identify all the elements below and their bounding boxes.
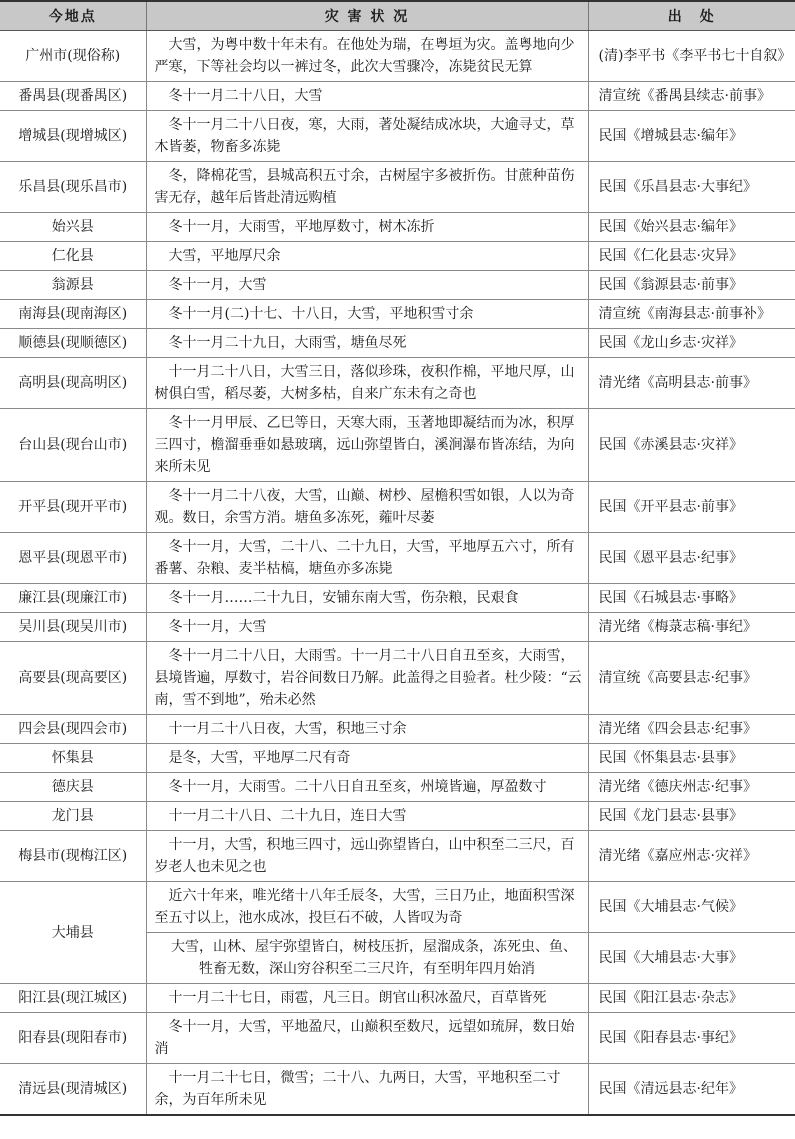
source-cell: 民国《阳江县志·杂志》: [588, 984, 795, 1013]
table-body: [0, 31, 795, 1116]
source-cell: 民国《乐昌县志·大事纪》: [588, 162, 795, 213]
place-cell: 开平县(现开平市): [0, 482, 146, 533]
place-cell: 广州市(现俗称): [0, 31, 146, 82]
disaster-cell: 十一月二十八日夜，大雪，积地三寸余: [146, 715, 588, 744]
place-cell: 四会县(现四会市): [0, 715, 146, 744]
source-cell: 清光绪《嘉应州志·灾祥》: [588, 831, 795, 882]
disaster-cell: 冬十一月，大雪，二十八、二十九日，大雪，平地厚五六寸，所有番薯、杂粮、麦半枯槁，塘鱼亦多冻毙: [146, 533, 588, 584]
place-cell: 高要县(现高要区): [0, 642, 146, 715]
disaster-cell: 冬十一月二十八夜，大雪，山巅、树杪、屋檐积雪如银，人以为奇观。数日，余雪方消。塘鱼多冻死，蕹叶尽萎: [146, 482, 588, 533]
header-disaster: 灾 害 状 况: [146, 1, 588, 31]
place-cell: 始兴县: [0, 213, 146, 242]
source-cell: 民国《大埔县志·大事》: [588, 933, 795, 984]
header-row: [0, 1, 795, 31]
place-cell: 番禺县(现番禺区): [0, 82, 146, 111]
source-cell: 民国《赤溪县志·灾祥》: [588, 409, 795, 482]
source-cell: 民国《增城县志·编年》: [588, 111, 795, 162]
table-row: [0, 162, 795, 213]
disaster-cell: 冬十一月，大雪，平地盈尺，山巅积至数尺，远望如琉屏，数日始消: [146, 1013, 588, 1064]
table-row: [0, 773, 795, 802]
disaster-cell: 冬十一月二十八日，大雨雪。十一月二十八日自丑至亥，大雨雪，县境皆遍，厚数寸，岩谷间数日乃解。此盖得之目验者。杜少陵：“云南，雪不到地”，殆未必然: [146, 642, 588, 715]
source-cell: 民国《始兴县志·编年》: [588, 213, 795, 242]
source-cell: 民国《清远县志·纪年》: [588, 1064, 795, 1116]
table-row: [0, 358, 795, 409]
table-row: [0, 31, 795, 82]
place-cell: 顺德县(现顺德区): [0, 329, 146, 358]
source-cell: 民国《阳春县志·事纪》: [588, 1013, 795, 1064]
disaster-cell: 十一月，大雪，积地三四寸，远山弥望皆白，山中积至二三尺，百岁老人也未见之也: [146, 831, 588, 882]
place-cell: 恩平县(现恩平市): [0, 533, 146, 584]
table-row: [0, 831, 795, 882]
disaster-cell: 是冬，大雪，平地厚二尺有奇: [146, 744, 588, 773]
disaster-cell: 冬十一月……二十九日，安铺东南大雪，伤杂粮，民艰食: [146, 584, 588, 613]
disaster-cell: 大雪，山林、屋宇弥望皆白，树枝压折，屋溜成条，冻死虫、鱼、牲畜无数，深山穷谷积至二三尺许，有至明年四月始消: [146, 933, 588, 984]
table-row: [0, 882, 795, 933]
source-cell: 民国《石城县志·事略》: [588, 584, 795, 613]
disaster-cell: 大雪，平地厚尺余: [146, 242, 588, 271]
table-row: [0, 584, 795, 613]
source-cell: 清宣统《番禺县续志·前事》: [588, 82, 795, 111]
table-row: [0, 271, 795, 300]
source-cell: (清)李平书《李平书七十自叙》: [588, 31, 795, 82]
table-row: [0, 744, 795, 773]
source-cell: 清光绪《四会县志·纪事》: [588, 715, 795, 744]
table-row: [0, 409, 795, 482]
table-row: [0, 111, 795, 162]
place-cell: 乐昌县(现乐昌市): [0, 162, 146, 213]
source-cell: 清宣统《高要县志·纪事》: [588, 642, 795, 715]
place-cell: 台山县(现台山市): [0, 409, 146, 482]
table-row: [0, 984, 795, 1013]
source-cell: 清光绪《梅菉志稿·事纪》: [588, 613, 795, 642]
disaster-cell: 冬十一月二十八日，大雪: [146, 82, 588, 111]
source-cell: 清光绪《德庆州志·纪事》: [588, 773, 795, 802]
disaster-cell: 十一月二十八日、二十九日，连日大雪: [146, 802, 588, 831]
place-cell: 吴川县(现吴川市): [0, 613, 146, 642]
place-cell: 龙门县: [0, 802, 146, 831]
table-row: [0, 482, 795, 533]
table-row: [0, 613, 795, 642]
table-row: [0, 213, 795, 242]
disaster-cell: 近六十年来，唯光绪十八年壬辰冬，大雪，三日乃止，地面积雪深至五寸以上，池水成冰，投巨石不破，人皆叹为奇: [146, 882, 588, 933]
source-cell: 民国《恩平县志·纪事》: [588, 533, 795, 584]
place-cell: 增城县(现增城区): [0, 111, 146, 162]
table-row: [0, 300, 795, 329]
source-cell: 民国《开平县志·前事》: [588, 482, 795, 533]
source-cell: 民国《龙山乡志·灾祥》: [588, 329, 795, 358]
disaster-cell: 十一月二十七日，雨雹，凡三日。朗官山积冰盈尺，百草皆死: [146, 984, 588, 1013]
disaster-cell: 冬十一月二十八日夜，寒，大雨，著处凝结成冰块，大逾寻丈，草木皆萎，物畜多冻毙: [146, 111, 588, 162]
table-row: [0, 329, 795, 358]
place-cell: 大埔县: [0, 882, 146, 984]
place-cell: 清远县(现清城区): [0, 1064, 146, 1116]
table-row: [0, 1064, 795, 1116]
disaster-cell: 冬十一月(二)十七、十八日，大雪，平地积雪寸余: [146, 300, 588, 329]
place-cell: 翁源县: [0, 271, 146, 300]
place-cell: 德庆县: [0, 773, 146, 802]
disaster-cell: 大雪，为粤中数十年未有。在他处为瑞，在粤垣为灾。盖粤地向少严寒，下等社会均以一裤过冬，此次大雪骤冷，冻毙贫民无算: [146, 31, 588, 82]
disaster-cell: 冬，降棉花雪，县城高积五寸余，古树屋宇多被折伤。甘蔗种苗伤害无存，越年后皆赴清远购植: [146, 162, 588, 213]
header-place: 今地点: [0, 1, 146, 31]
place-cell: 怀集县: [0, 744, 146, 773]
place-cell: 高明县(现高明区): [0, 358, 146, 409]
source-cell: 民国《怀集县志·县事》: [588, 744, 795, 773]
disaster-cell: 冬十一月甲辰、乙巳等日，天寒大雨，玉著地即凝结而为冰，积厚三四寸，檐溜垂垂如悬玻璃，远山弥望皆白，溪涧瀑布皆冻结，为向来所未见: [146, 409, 588, 482]
source-cell: 民国《仁化县志·灾异》: [588, 242, 795, 271]
place-cell: 梅县市(现梅江区): [0, 831, 146, 882]
source-cell: 民国《翁源县志·前事》: [588, 271, 795, 300]
disaster-cell: 冬十一月，大雪: [146, 613, 588, 642]
table-row: [0, 642, 795, 715]
place-cell: 仁化县: [0, 242, 146, 271]
place-cell: 阳春县(现阳春市): [0, 1013, 146, 1064]
place-cell: 廉江县(现廉江市): [0, 584, 146, 613]
source-cell: 清光绪《高明县志·前事》: [588, 358, 795, 409]
header-source: 出 处: [588, 1, 795, 31]
table-row: [0, 242, 795, 271]
source-cell: 民国《大埔县志·气候》: [588, 882, 795, 933]
disaster-cell: 冬十一月，大雨雪，平地厚数寸，树木冻折: [146, 213, 588, 242]
table-row: [0, 82, 795, 111]
source-cell: 民国《龙门县志·县事》: [588, 802, 795, 831]
disaster-cell: 冬十一月，大雨雪。二十八日自丑至亥，州境皆遍，厚盈数寸: [146, 773, 588, 802]
source-cell: 清宣统《南海县志·前事补》: [588, 300, 795, 329]
table-row: [0, 715, 795, 744]
place-cell: 阳江县(现江城区): [0, 984, 146, 1013]
table-row: [0, 1013, 795, 1064]
table-row: [0, 802, 795, 831]
disaster-cell: 十一月二十八日，大雪三日，落似珍珠，夜积作棉，平地尺厚，山树俱白雪，稻尽萎，大树多枯，自来广东未有之奇也: [146, 358, 588, 409]
place-cell: 南海县(现南海区): [0, 300, 146, 329]
disaster-cell: 十一月二十七日，微雪；二十八、九两日，大雪，平地积至二寸余，为百年所未见: [146, 1064, 588, 1116]
disaster-cell: 冬十一月，大雪: [146, 271, 588, 300]
table-row: [0, 533, 795, 584]
disaster-cell: 冬十一月二十九日，大雨雪，塘鱼尽死: [146, 329, 588, 358]
